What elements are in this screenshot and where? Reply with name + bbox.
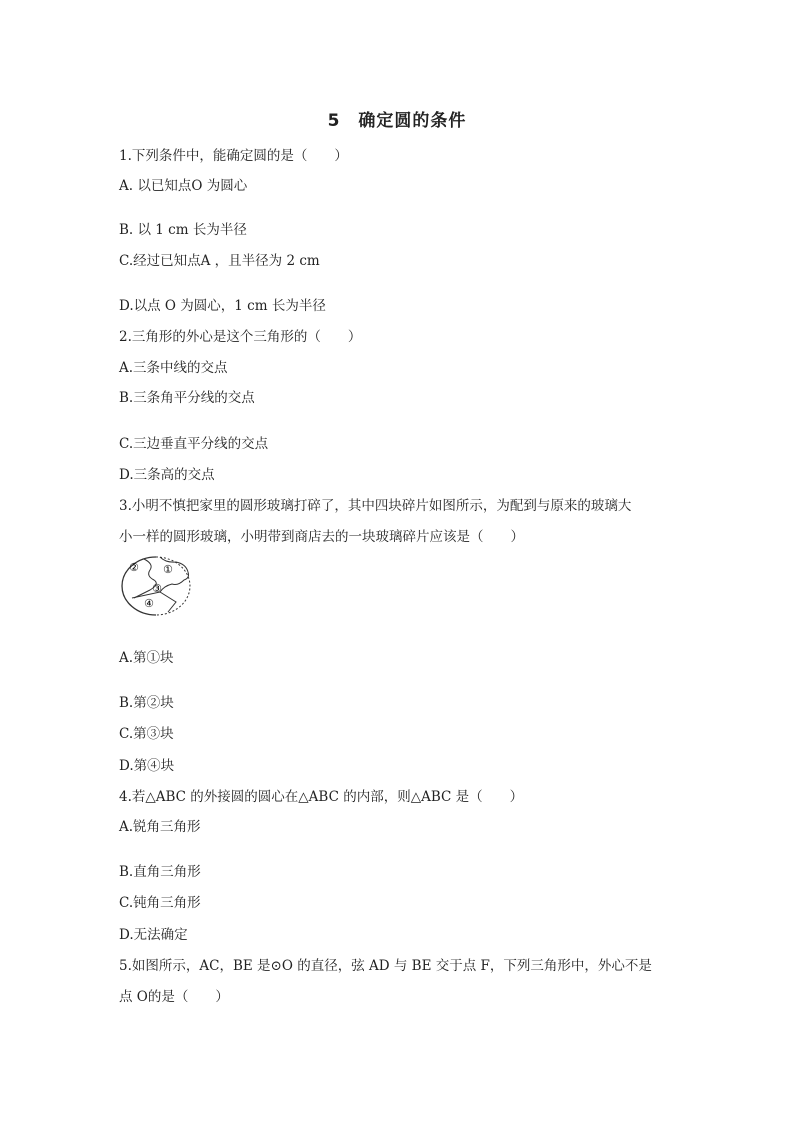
question-3-option-c: C.第③块: [119, 726, 174, 742]
fracture-line-3: [132, 592, 176, 612]
question-3-option-d: D.第④块: [119, 758, 175, 774]
question-2-stem: 2.三角形的外心是这个三角形的（ ）: [119, 329, 362, 345]
question-2-option-b: B.三条角平分线的交点: [119, 390, 255, 406]
question-2-option-c: C.三边垂直平分线的交点: [119, 436, 269, 452]
glass-fragments-figure: [120, 554, 196, 616]
question-3-option-a: A.第①块: [119, 650, 174, 666]
question-2-option-d: D.三条高的交点: [119, 467, 215, 483]
fragment-label-4: ④: [144, 597, 154, 610]
question-3-stem-line-1: 3.小明不慎把家里的圆形玻璃打碎了，其中四块碎片如图所示，为配到与原来的玻璃大: [119, 498, 632, 514]
question-4-option-d: D.无法确定: [119, 927, 188, 943]
question-4-option-c: C.钝角三角形: [119, 895, 201, 911]
question-3-stem-line-2: 小一样的圆形玻璃，小明带到商店去的一块玻璃碎片应该是（ ）: [119, 529, 524, 545]
fragment-label-1: ①: [163, 563, 173, 576]
question-4-option-a: A.锐角三角形: [119, 819, 201, 835]
question-1-option-a: A. 以已知点O 为圆心: [119, 178, 248, 194]
fragment-label-2: ②: [129, 561, 139, 574]
question-5-stem-line-2: 点 O的是（ ）: [119, 989, 229, 1005]
question-1-stem: 1.下列条件中，能确定圆的是（ ）: [119, 148, 348, 164]
question-2-option-a: A.三条中线的交点: [119, 360, 228, 376]
question-3-option-b: B.第②块: [119, 695, 174, 711]
question-5-stem-line-1: 5.如图所示，AC，BE 是⊙O 的直径，弦 AD 与 BE 交于点 F，下列三角形中，外心不是: [119, 958, 652, 974]
page-title: 5 确定圆的条件: [327, 111, 467, 131]
question-1-option-c: C.经过已知点A ，且半径为 2 cm: [119, 253, 320, 269]
fragment-label-3: ③: [152, 582, 162, 595]
question-4-option-b: B.直角三角形: [119, 864, 201, 880]
question-1-option-d: D.以点 O 为圆心，1 cm 长为半径: [119, 298, 326, 314]
question-1-option-b: B. 以 1 cm 长为半径: [119, 222, 247, 238]
question-4-stem: 4.若△ABC 的外接圆的圆心在△ABC 的内部，则△ABC 是（ ）: [119, 789, 524, 805]
